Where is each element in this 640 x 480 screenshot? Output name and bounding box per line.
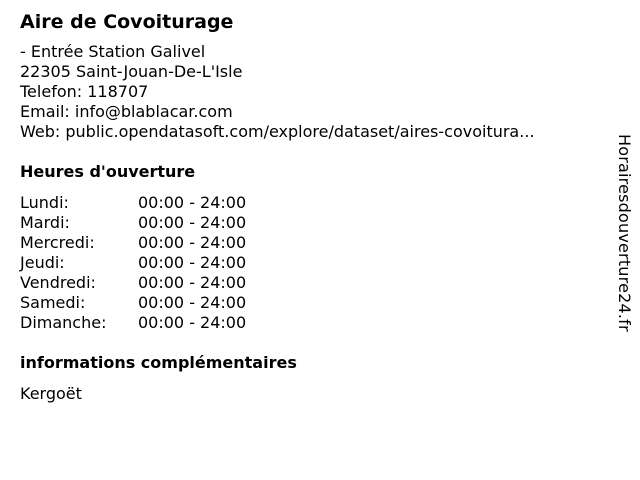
place-card xyxy=(20,10,600,404)
email-line: Email: info@blablacar.com xyxy=(20,102,233,121)
time-range: 00:00 - 24:00 xyxy=(138,213,247,232)
day-label: Lundi: xyxy=(20,193,69,212)
hours-row-sunday xyxy=(20,313,600,333)
brand-watermark: Horairesdouverture24.fr xyxy=(615,134,634,332)
day-label: Dimanche: xyxy=(20,313,107,332)
time-range: 00:00 - 24:00 xyxy=(138,193,247,212)
hours-row-friday xyxy=(20,273,600,293)
hours-row-monday xyxy=(20,193,600,213)
hours-row-wednesday xyxy=(20,233,600,253)
time-range: 00:00 - 24:00 xyxy=(138,273,247,292)
day-label: Mardi: xyxy=(20,213,70,232)
time-range: 00:00 - 24:00 xyxy=(138,293,247,312)
web-line: Web: public.opendatasoft.com/explore/dataset/aires-covoitura... xyxy=(20,122,535,141)
place-title: Aire de Covoiturage xyxy=(20,11,234,33)
day-label: Mercredi: xyxy=(20,233,95,252)
hours-row-thursday xyxy=(20,253,600,273)
day-label: Vendredi: xyxy=(20,273,96,292)
hours-table xyxy=(20,193,600,333)
hours-heading: Heures d'ouverture xyxy=(20,162,196,181)
time-range: 00:00 - 24:00 xyxy=(138,313,247,332)
hours-row-saturday xyxy=(20,293,600,313)
day-label: Jeudi: xyxy=(20,253,65,272)
hours-row-tuesday xyxy=(20,213,600,233)
address-line-1: - Entrée Station Galivel xyxy=(20,42,206,61)
time-range: 00:00 - 24:00 xyxy=(138,233,247,252)
time-range: 00:00 - 24:00 xyxy=(138,253,247,272)
day-label: Samedi: xyxy=(20,293,86,312)
info-text: Kergoët xyxy=(20,384,82,403)
info-heading: informations complémentaires xyxy=(20,353,297,372)
phone-line: Telefon: 118707 xyxy=(20,82,149,101)
address-line-2: 22305 Saint-Jouan-De-L'Isle xyxy=(20,62,243,81)
